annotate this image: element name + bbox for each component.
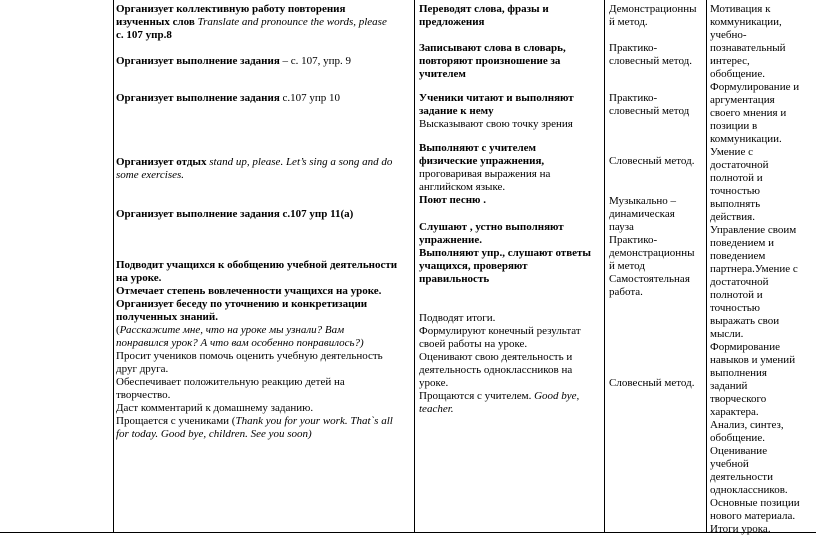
competency-line: учебно- bbox=[710, 29, 747, 41]
text: Организует коллективную работу повторения bbox=[116, 3, 346, 15]
text: предложения bbox=[419, 16, 485, 28]
text: словесный метод bbox=[609, 105, 690, 117]
text: teacher. bbox=[419, 403, 454, 415]
competency-line: Формирование bbox=[710, 341, 780, 353]
text: Самостоятельная bbox=[609, 273, 690, 285]
competency-line: выражать свои bbox=[710, 315, 780, 327]
table-bottom-border bbox=[0, 532, 816, 533]
competency-line: аргументация bbox=[710, 94, 775, 106]
competency-line: Управление своим bbox=[710, 224, 797, 236]
text: Организует выполнение задания bbox=[116, 55, 280, 67]
text: творчество. bbox=[116, 389, 171, 401]
text: работа. bbox=[609, 286, 643, 298]
column-divider bbox=[604, 0, 605, 532]
text: полученных знаний. bbox=[116, 311, 218, 323]
text: учащихся, проверяют bbox=[419, 260, 528, 272]
text: Прощаются с учителем. bbox=[419, 390, 532, 402]
text: Thank you for your work. That`s all bbox=[235, 415, 393, 427]
competency-line: нового материала. bbox=[710, 510, 796, 522]
competency-line: выполнения bbox=[710, 367, 767, 379]
text: Обеспечивает положительную реакцию детей на bbox=[116, 376, 345, 388]
competency-line: мысли. bbox=[710, 328, 744, 340]
competency-line: достаточной bbox=[710, 276, 769, 288]
text: с. 107 упр.8 bbox=[116, 29, 172, 41]
competency-line: Формулирование и bbox=[710, 81, 800, 93]
column-divider bbox=[706, 0, 707, 532]
text: Организует выполнение задания с.107 упр 11(а) bbox=[116, 208, 354, 220]
text: уроке. bbox=[419, 377, 449, 389]
text: своей работы на уроке. bbox=[419, 338, 528, 350]
text: Отмечает степень вовлеченности учащихся на уроке. bbox=[116, 285, 382, 297]
competency-line: деятельности bbox=[710, 471, 773, 483]
text: Поют песню . bbox=[419, 194, 486, 206]
text: повторяют произношение за bbox=[419, 55, 561, 67]
text: физические упражнения, bbox=[419, 155, 545, 167]
text: – с. 107, упр. 9 bbox=[279, 55, 352, 67]
competency-line: навыков и умений bbox=[710, 354, 796, 366]
competency-line: точностью bbox=[710, 185, 760, 197]
text: словесный метод. bbox=[609, 55, 692, 67]
text: for today. Good bye, children. See you soon) bbox=[116, 428, 312, 440]
text: Организует отдых bbox=[116, 156, 207, 168]
competency-line: партнера.Умение с bbox=[710, 263, 798, 275]
competency-line: Анализ, синтез, bbox=[710, 419, 784, 431]
competency-line: заданий bbox=[710, 380, 748, 392]
text: демонстрационны bbox=[609, 247, 695, 259]
text: Слушают , устно выполняют bbox=[419, 221, 564, 233]
competency-line: коммуникации. bbox=[710, 133, 782, 145]
competency-line: Умение с bbox=[710, 146, 753, 158]
competency-line: учебной bbox=[710, 458, 749, 470]
text: Организует выполнение задания bbox=[116, 92, 280, 104]
competency-line: характера. bbox=[710, 406, 759, 418]
text: some exercises. bbox=[116, 169, 185, 181]
text: Расскажите мне, что на уроке мы узнали? Вам bbox=[119, 324, 345, 336]
text: ( bbox=[116, 324, 120, 336]
competency-line: интерес, bbox=[710, 55, 750, 67]
text: Переводят слова, фразы и bbox=[419, 3, 549, 15]
column-divider bbox=[414, 0, 415, 532]
text: изученных слов bbox=[116, 16, 195, 28]
text: Высказывают свою точку зрения bbox=[419, 118, 573, 130]
competency-line: обобщение. bbox=[710, 68, 765, 80]
competency-line: Оценивание bbox=[710, 445, 768, 457]
competency-line: познавательный bbox=[710, 42, 786, 54]
text: Прощается с учениками ( bbox=[116, 415, 236, 427]
text: Просит учеников помочь оценить учебную деятельность bbox=[116, 350, 383, 362]
text: Good bye, bbox=[531, 390, 580, 402]
text: учителем bbox=[419, 68, 466, 80]
competency-line: позиции в bbox=[710, 120, 758, 132]
competency-line: точностью bbox=[710, 302, 760, 314]
competency-line: творческого bbox=[710, 393, 767, 405]
competency-line: полнотой и bbox=[710, 172, 763, 184]
text: Организует беседу по уточнению и конкретизации bbox=[116, 298, 368, 310]
text: понравился урок? А что вам особенно понравилось?) bbox=[116, 337, 364, 349]
text: Словесный метод. bbox=[609, 155, 695, 167]
competency-line: Мотивация к bbox=[710, 3, 771, 15]
text: Практико- bbox=[609, 234, 658, 246]
text: Формулируют конечный результат bbox=[419, 325, 581, 337]
text: Музыкально – bbox=[609, 195, 677, 207]
text: Оценивают свою деятельность и bbox=[419, 351, 573, 363]
competency-line: действия. bbox=[710, 211, 755, 223]
text: Translate and pronounce the words, please bbox=[194, 16, 387, 28]
competency-line: коммуникации, bbox=[710, 16, 782, 28]
competency-line: выполнять bbox=[710, 198, 761, 210]
text: stand up, please. Let’s sing a song and do bbox=[206, 156, 393, 168]
competency-line: обобщение. bbox=[710, 432, 765, 444]
competency-line: своего мнения и bbox=[710, 107, 787, 119]
text: задание к нему bbox=[419, 105, 494, 117]
text: английском языке. bbox=[419, 181, 506, 193]
text: й метод. bbox=[609, 16, 648, 28]
text: Подводят итоги. bbox=[419, 312, 496, 324]
text: Демонстрационны bbox=[609, 3, 697, 15]
text: с.107 упр 10 bbox=[279, 92, 341, 104]
text: на уроке. bbox=[116, 272, 162, 284]
text: деятельность одноклассников на bbox=[419, 364, 573, 376]
text: Подводит учащихся к обобщению учебной деятельности bbox=[116, 259, 398, 271]
competency-line: полнотой и bbox=[710, 289, 763, 301]
competency-line: Итоги урока. bbox=[710, 523, 771, 535]
text: друг друга. bbox=[116, 363, 169, 375]
text: Записывают слова в словарь, bbox=[419, 42, 566, 54]
competency-line: одноклассников. bbox=[710, 484, 788, 496]
text: пауза bbox=[609, 221, 634, 233]
text: Практико- bbox=[609, 92, 658, 104]
text: Выполняют упр., слушают ответы bbox=[419, 247, 592, 259]
text: Словесный метод. bbox=[609, 377, 695, 389]
text: проговаривая выражения на bbox=[419, 168, 551, 180]
text: упражнение. bbox=[419, 234, 482, 246]
text: Практико- bbox=[609, 42, 658, 54]
competency-line: Основные позиции bbox=[710, 497, 800, 509]
text: й метод bbox=[609, 260, 645, 272]
text: динамическая bbox=[609, 208, 675, 220]
text: Выполняют с учителем bbox=[419, 142, 536, 154]
text: Даст комментарий к домашнему заданию. bbox=[116, 402, 314, 414]
text: правильность bbox=[419, 273, 490, 285]
column-divider bbox=[113, 0, 114, 532]
competency-line: поведением и bbox=[710, 237, 774, 249]
competency-line: достаточной bbox=[710, 159, 769, 171]
text: Ученики читают и выполняют bbox=[419, 92, 574, 104]
competency-line: поведением bbox=[710, 250, 766, 262]
